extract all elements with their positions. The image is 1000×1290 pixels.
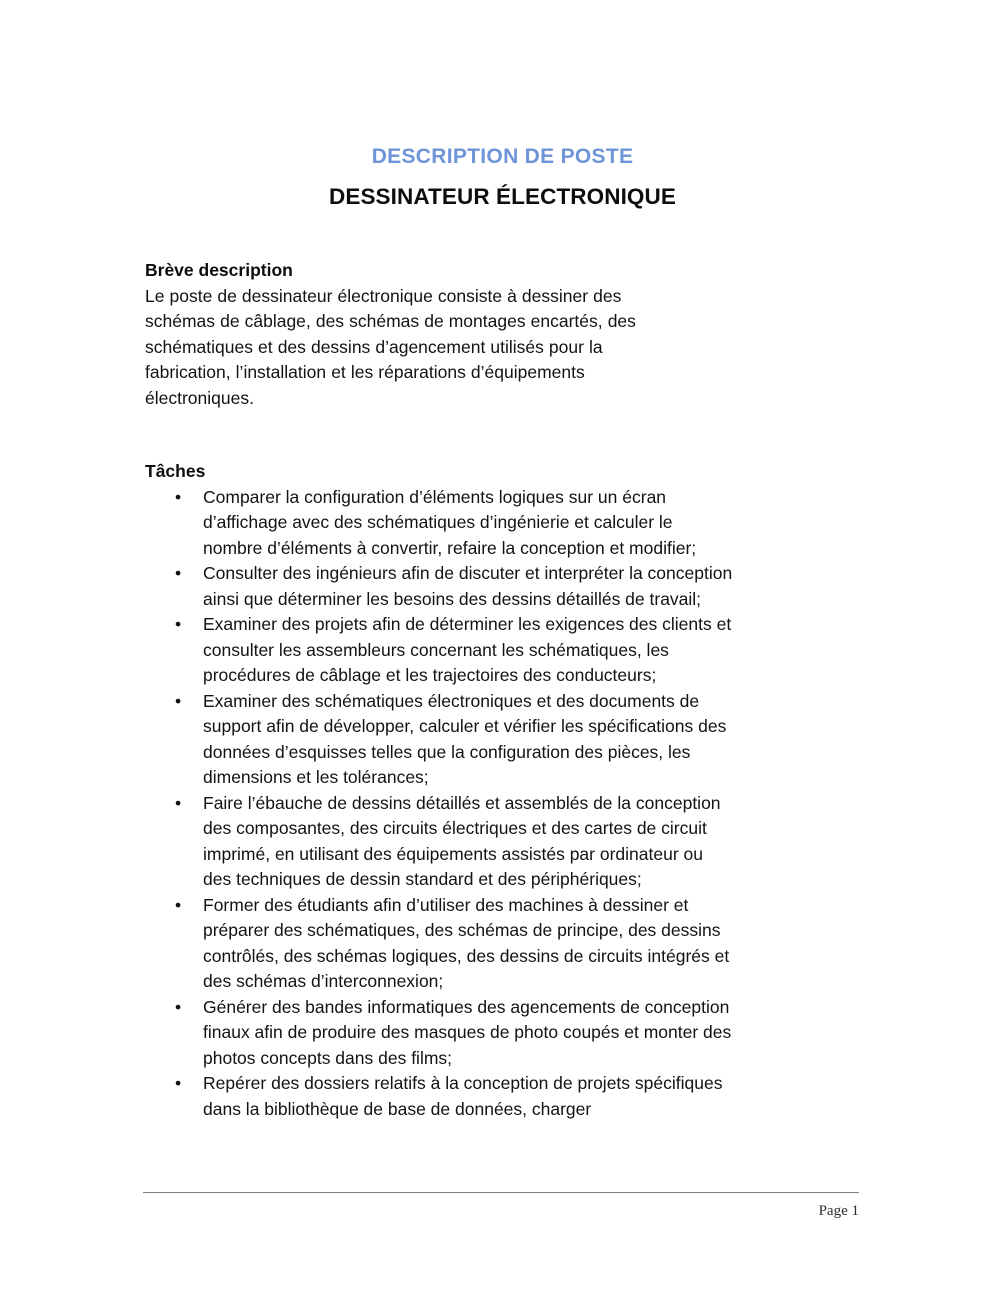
list-item bbox=[145, 612, 735, 689]
list-item-text: Examiner des schématiques électroniques et des documents de support afin de développer, calculer et vérifier les spécifications des données d’esquisses telles que la configuration des pièces, les dimensions et les tolérances; bbox=[203, 690, 727, 787]
list-item-text: Consulter des ingénieurs afin de discuter et interpréter la conception ainsi que déterminer les besoins des dessins détaillés de travail; bbox=[203, 563, 733, 609]
footer-divider bbox=[143, 1192, 859, 1193]
section-heading-taches: Tâches bbox=[145, 461, 206, 481]
list-item-text: Examiner des projets afin de déterminer les exigences des clients et consulter les assembleurs concernant les schématiques, les procédures de câblage et les trajectoires des conducteurs; bbox=[203, 614, 732, 685]
section-paragraph-breve-description: Le poste de dessinateur électronique consiste à dessiner des schémas de câblage, des schémas de montages encartés, des schématiques et des dessins d’agencement utilisés pour la fabrication, l’installation et les réparations d’équipements électroniques. bbox=[145, 285, 636, 408]
page-footer bbox=[143, 1192, 859, 1220]
list-item bbox=[145, 791, 735, 893]
bullet-icon: • bbox=[175, 563, 182, 583]
document-title-block bbox=[145, 144, 860, 212]
list-item-text: Repérer des dossiers relatifs à la conception de projets spécifiques dans la bibliothèque de base de données, charger bbox=[203, 1073, 723, 1119]
list-item bbox=[145, 1071, 735, 1122]
page-title: DESSINATEUR ÉLECTRONIQUE bbox=[328, 184, 676, 209]
list-item-text: Générer des bandes informatiques des agencements de conception finaux afin de produire des masques de photo coupés et monter des photos concepts dans des films; bbox=[203, 996, 732, 1068]
list-item-text: Faire l’ébauche de dessins détaillés et assemblés de la conception des composantes, des circuits électriques et des cartes de circuit imprimé, en utilisant des équipements assistés par ordinateur ou des techniques de dessin standard et des périphériques; bbox=[203, 792, 721, 889]
list-item-text: Comparer la configuration d’éléments logiques sur un écran d’affichage avec des schématiques d’ingénierie et calculer le nombre d’éléments à convertir, refaire la conception et modifier; bbox=[203, 486, 697, 558]
section-breve-description bbox=[145, 258, 745, 411]
bullet-icon: • bbox=[175, 792, 182, 813]
bullet-icon: • bbox=[175, 486, 182, 507]
bullet-icon: • bbox=[175, 1073, 182, 1093]
bullet-icon: • bbox=[175, 690, 182, 711]
list-item bbox=[145, 995, 735, 1072]
bullet-icon: • bbox=[175, 614, 182, 634]
document-kicker: DESCRIPTION DE POSTE bbox=[371, 145, 634, 168]
section-heading-breve-description: Brève description bbox=[145, 260, 293, 280]
footer-content bbox=[143, 1202, 859, 1220]
page-number: Page 1 bbox=[818, 1203, 859, 1219]
list-item bbox=[145, 485, 735, 562]
list-item bbox=[145, 689, 735, 791]
list-item-text: Former des étudiants afin d’utiliser des machines à dessiner et préparer des schématiques, des schémas de principe, des dessins contrôlés, des schémas logiques, des dessins de circuits intégrés et des schémas d’interconnexion; bbox=[203, 894, 730, 991]
list-item bbox=[145, 561, 735, 612]
bullet-icon: • bbox=[175, 996, 182, 1017]
document-body bbox=[145, 258, 745, 1122]
section-taches bbox=[145, 459, 745, 1122]
task-list bbox=[145, 485, 745, 1123]
list-item bbox=[145, 893, 735, 995]
bullet-icon: • bbox=[175, 894, 182, 915]
